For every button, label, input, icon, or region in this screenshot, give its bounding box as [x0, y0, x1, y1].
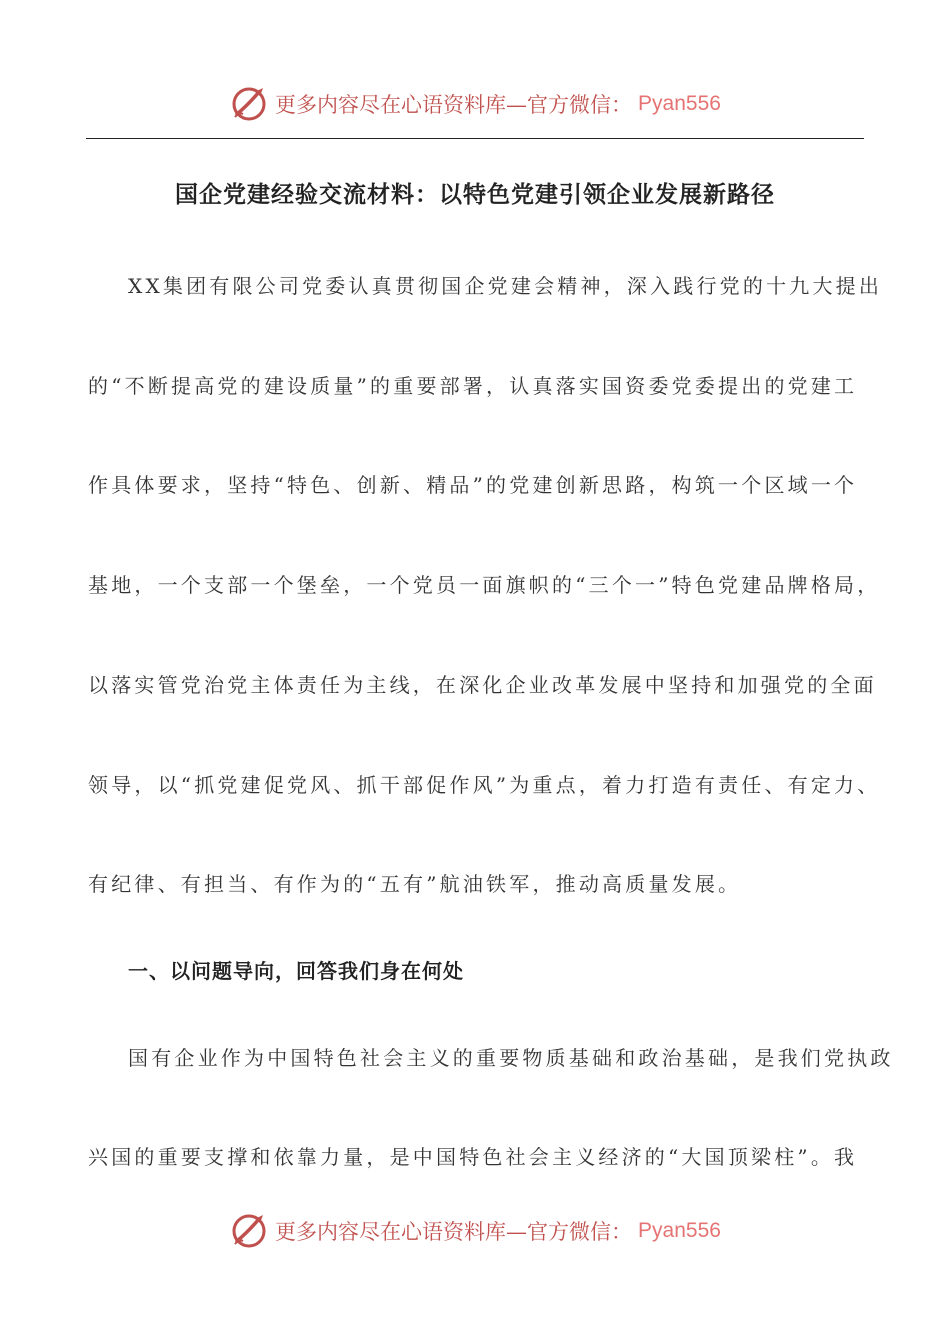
paragraph-line: 以落实管党治党主体责任为主线，在深化企业改革发展中坚持和加强党的全面 [88, 673, 877, 697]
wechat-id: Pyan556 [638, 1219, 721, 1242]
header-watermark [0, 82, 950, 126]
header-rule [86, 138, 864, 139]
section-heading: 一、以问题导向，回答我们身在何处 [128, 959, 464, 983]
paragraph-line: 国有企业作为中国特色社会主义的重要物质基础和政治基础，是我们党执政 [128, 1046, 894, 1070]
watermark-text: 更多内容尽在心语资料库—官方微信： [275, 93, 633, 117]
pen-logo-icon [229, 84, 269, 124]
wechat-id: Pyan556 [638, 92, 721, 115]
paragraph-line: 基地，一个支部一个堡垒，一个党员一面旗帜的“三个一”特色党建品牌格局， [88, 573, 881, 597]
document-title: 国企党建经验交流材料：以特色党建引领企业发展新路径 [175, 182, 775, 208]
paragraph-line: 作具体要求，坚持“特色、创新、精品”的党建创新思路，构筑一个区域一个 [88, 473, 858, 497]
paragraph-line: XX集团有限公司党委认真贯彻国企党建会精神，深入践行党的十九大提出 [128, 274, 883, 298]
pen-logo-icon [229, 1211, 269, 1251]
watermark-text: 更多内容尽在心语资料库—官方微信： [275, 1220, 633, 1244]
paragraph-line: 的“不断提高党的建设质量”的重要部署，认真落实国资委党委提出的党建工 [88, 374, 858, 398]
paragraph-line: 兴国的重要支撑和依靠力量，是中国特色社会主义经济的“大国顶梁柱”。我 [88, 1145, 858, 1169]
footer-watermark [0, 1209, 950, 1253]
paragraph-line: 领导，以“抓党建促党风、抓干部促作风”为重点，着力打造有责任、有定力、 [88, 773, 881, 797]
paragraph-line: 有纪律、有担当、有作为的“五有”航油铁军，推动高质量发展。 [88, 872, 742, 896]
